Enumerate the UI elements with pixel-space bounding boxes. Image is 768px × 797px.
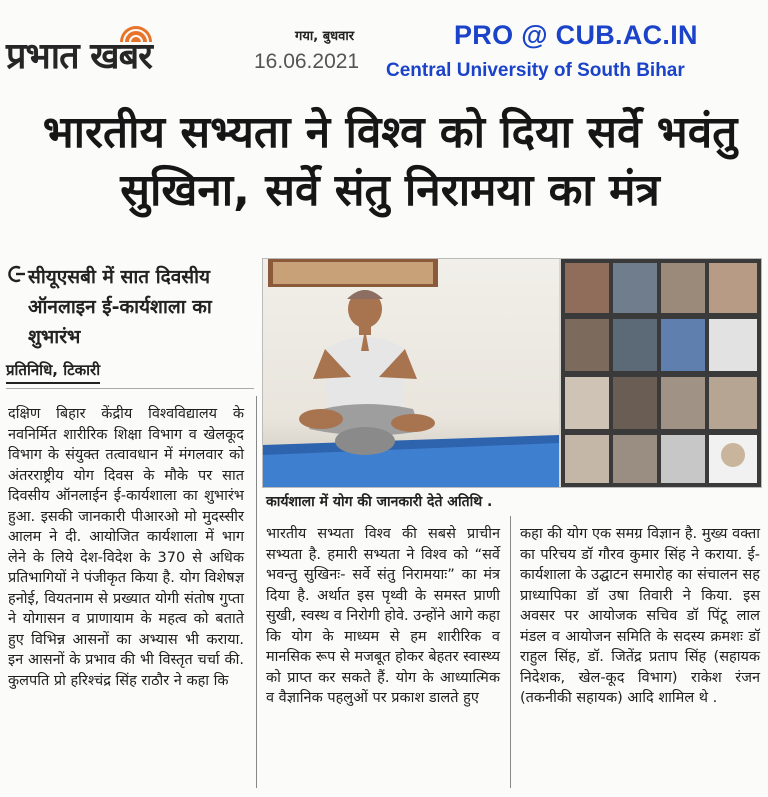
newspaper-logo bbox=[6, 20, 246, 76]
divider bbox=[6, 388, 254, 389]
participant-tiles bbox=[561, 259, 761, 487]
pro-contact: PRO @ CUB.AC.IN bbox=[454, 20, 698, 50]
university-name: Central University of South Bihar bbox=[386, 60, 685, 81]
headline: भारतीय सभ्यता ने विश्व को दिया सर्वे भवंतु सुखिना, सर्वे संतु निरामया का मंत्र bbox=[42, 107, 738, 216]
photo-caption: कार्यशाला में योग की जानकारी देते अतिथि . bbox=[266, 494, 493, 510]
kicker-text: सीयूएसबी में सात दिवसीय ऑनलाइन ई-कार्यशाला का शुभारंभ bbox=[28, 266, 212, 348]
dateline-place: गया, बुधवार bbox=[295, 29, 355, 44]
article-photo bbox=[262, 258, 762, 488]
column-divider bbox=[510, 516, 511, 788]
yoga-pose-illustration bbox=[263, 259, 559, 487]
dateline-date: 16.06.2021 bbox=[254, 50, 360, 73]
yoga-instructor-video bbox=[263, 259, 559, 487]
article-column-2: भारतीय सभ्यता विश्व की सबसे प्राचीन सभ्यता है. हमारी सभ्यता ने विश्व को “सर्वे भवन्तु सुखिनः- सर्वे संतु निरामयाः” का मंत्र दिया है. अर्थात इस पृथ्वी के समस्त प्राणी सुखी, स्वस्थ व निरोगी होवे. उन्होंने आगे कहा कि योग के माध्यम से हम शारीरिक व मानसिक रूप से मजबूत होकर बेहतर स्वास्थ्य को प्राप्त कर सकते हैं. योग के आध्यात्मिक व वैज्ञानिक पहलुओं पर प्रकाश डालते हुए bbox=[266, 526, 500, 706]
logo-text: प्रभात खबर bbox=[6, 36, 152, 77]
byline: प्रतिनिधि, टिकारी bbox=[6, 360, 100, 384]
arrow-right-icon bbox=[6, 265, 26, 283]
article-column-3: कहा की योग एक समग्र विज्ञान है. मुख्य वक्ता का परिचय डॉ गौरव कुमार सिंह ने कराया. ई-कार्यशाला के उद्घाटन समारोह का संचालन सह प्राध्यापिका डॉ उषा तिवारी ने किया. इस अवसर पर आयोजक सचिव डॉ पिंटू लाल मंडल व आयोजन समिति के सदस्य क्रमशः डॉ राहुल सिंह, डॉ. जितेंद्र प्रताप सिंह (सहायक निदेशक, खेल-कूद विभाग) राकेश रंजन (तकनीकी सहायक) आदि शामिल थे . bbox=[520, 526, 760, 706]
column-divider bbox=[256, 396, 257, 788]
video-call-grid bbox=[561, 259, 761, 487]
article-column-1: दक्षिण बिहार केंद्रीय विश्वविद्यालय के नवनिर्मित शारीरिक शिक्षा विभाग व खेलकूद विभाग के संयुक्त तत्वावधान में मंगलवार को अंतरराष्ट्रीय योग दिवस के मौके पर सात दिवसीय ऑनलाईन ई-कार्यशाला का शुभारंभ हुआ. इसकी जानकारी पीआरओ मो मुदस्सीर आलम ने दी. आयोजित कार्यशाला में भाग लेने के लिये देश-विदेश के 370 से अधिक प्रतिभागियों ने पंजीकृत किया है. योग विशेषज्ञ हनोई, वियतनाम से प्रख्यात योगी संतोष गुप्ता ने योगासन व प्राणायाम के महत्व को बताते हुए विभिन्न आसनों का अभ्यास भी कराया. इन आसनों के प्रभाव की भी विस्तृत चर्चा की. कुलपति प्रो हरिश्चंद्र सिंह राठौर ने कहा कि bbox=[8, 406, 244, 689]
